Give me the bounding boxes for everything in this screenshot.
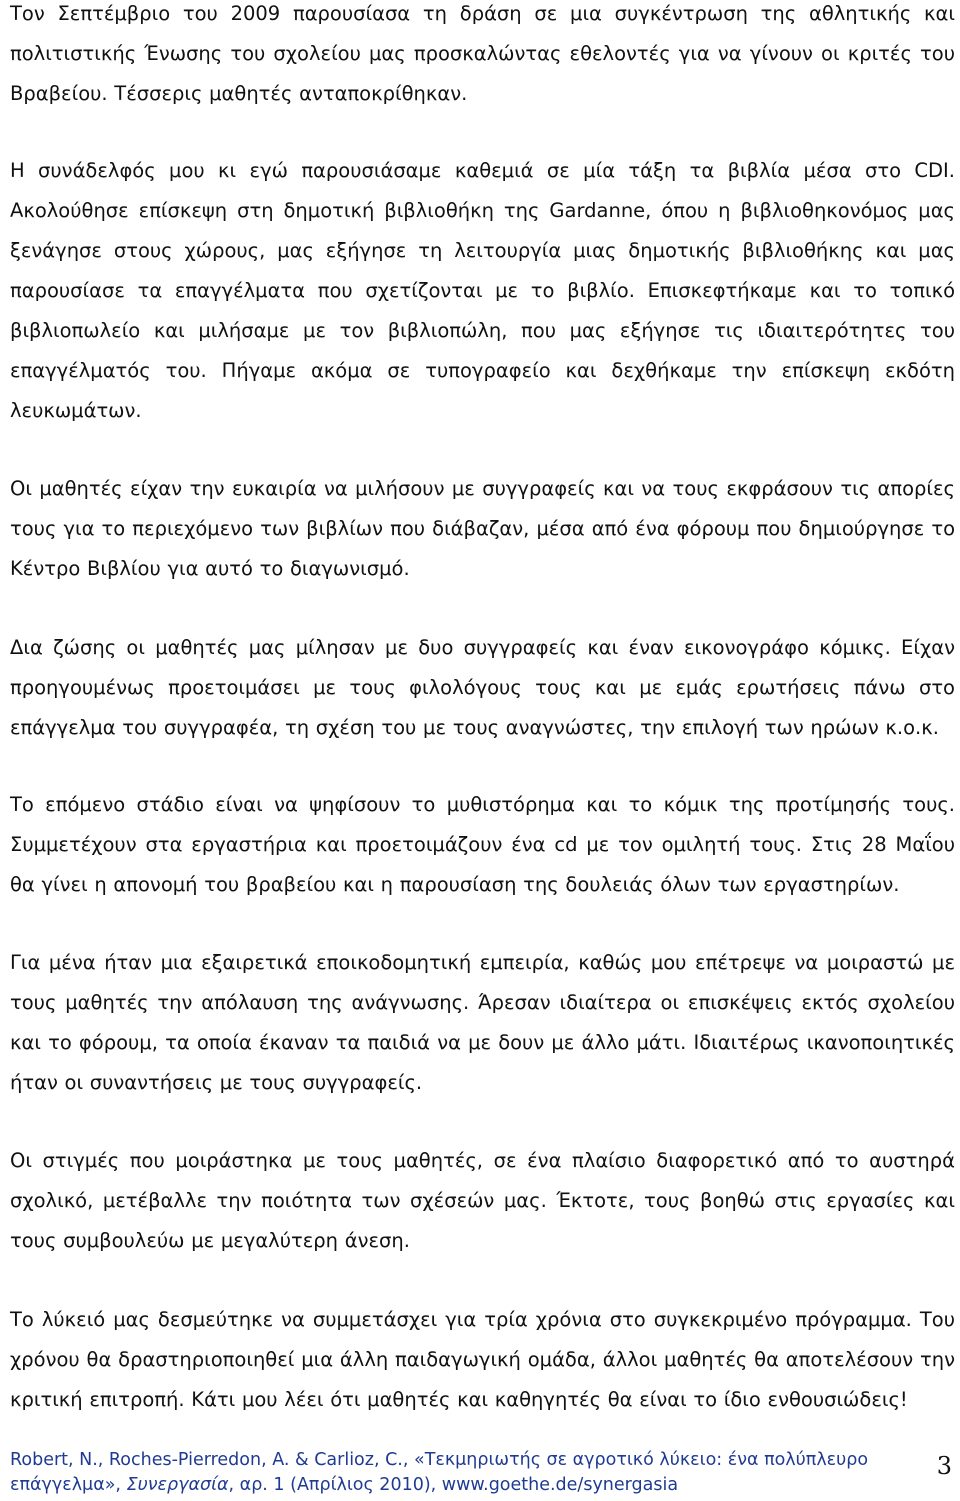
citation-footer [10, 1448, 940, 1498]
paragraph-7: Οι στιγμές που μοιράστηκα με τους μαθητές, σε ένα πλαίσιο διαφορετικό από το αυστηρά σχολικό, μετέβαλλε την ποιότητα των σχέσεών μας. Έκτοτε, τους βοηθώ στις εργασίες και τους συμβουλεύω με μεγαλύτερη άνεση. [10, 1149, 955, 1252]
paragraph-6: Για μένα ήταν μια εξαιρετικά εποικοδομητική εμπειρία, καθώς μου επέτρεψε να μοιραστώ με τους μαθητές την απόλαυση της ανάγνωσης. Άρεσαν ιδιαίτερα οι επισκέψεις εκτός σχολείου και το φόρουμ, τα οποία έκαναν τα παιδιά να με δουν με άλλο μάτι. Ιδιαιτέρως ικανοποιητικές ήταν οι συναντήσεις με τους συγγραφείς. [10, 951, 955, 1094]
citation-line-2-start: επάγγελμα», [10, 1475, 127, 1495]
paragraph-1: Τον Σεπτέμβριο του 2009 παρουσίασα τη δράση σε μια συγκέντρωση της αθλητικής και πολιτιστικής Ένωσης του σχολείου μας προσκαλώντας εθελοντές για να γίνουν οι κριτές του Βραβείου. Τέσσερις μαθητές ανταποκρίθηκαν. [10, 2, 955, 105]
journal-title: Συνεργασία [126, 1475, 229, 1495]
paragraph-4: Δια ζώσης οι μαθητές μας μίλησαν με δυο συγγραφείς και έναν εικονογράφο κόμικς. Είχαν προηγουμένως προετοιμάσει με τους φιλολόγους τους και με εμάς ερωτήσεις πάνω στο επάγγελμα του συγγραφέα, τη σχέση του με τους αναγνώστες, την επιλογή των ηρώων κ.ο.κ. [10, 636, 955, 739]
paragraph-2: Η συνάδελφός μου κι εγώ παρουσιάσαμε καθεμιά σε μία τάξη τα βιβλία μέσα στο CDI. Ακολούθησε επίσκεψη στη δημοτική βιβλιοθήκη της Gardanne, όπου η βιβλιοθηκονόμος μας ξενάγησε στους χώρους, μας εξήγησε τη λειτουργία μιας δημοτικής βιβλιοθήκης και μας παρουσίασε τα επαγγέλματα που σχετίζονται με το βιβλίο. Επισκεφτήκαμε και το τοπικό βιβλιοπωλείο και μιλήσαμε με τον βιβλιοπώλη, που μας εξήγησε τις ιδιαιτερότητες του επαγγέλματός του. Πήγαμε ακόμα σε τυπογραφείο και δεχθήκαμε την επίσκεψη εκδότη λευκωμάτων. [10, 159, 955, 422]
page-number: 3 [936, 1452, 952, 1480]
citation-line-1: Robert, N., Roches-Pierredon, A. & Carlioz, C., «Τεκμηριωτής σε αγροτικό λύκειο: ένα πολύπλευρο [10, 1450, 869, 1470]
paragraph-3: Οι μαθητές είχαν την ευκαιρία να μιλήσουν με συγγραφείς και να τους εκφράσουν τις απορίες τους για το περιεχόμενο των βιβλίων που διάβαζαν, μέσα από ένα φόρουμ που δημιούργησε το Κέντρο Βιβλίου για αυτό το διαγωνισμό. [10, 477, 955, 580]
citation-line-2 [10, 1473, 940, 1498]
paragraph-5: Το επόμενο στάδιο είναι να ψηφίσουν το μυθιστόρημα και το κόμικ της προτίμησής τους. Συμμετέχουν στα εργαστήρια και προετοιμάζουν ένα cd με τον ομιλητή τους. Στις 28 Μαΐου θα γίνει η απονομή του βραβείου και η παρουσίαση της δουλειάς όλων των εργαστηρίων. [10, 793, 955, 896]
citation-line-2-end: , αρ. 1 (Απρίλιος 2010), www.goethe.de/synergasia [228, 1475, 679, 1495]
paragraph-8: Το λύκειό μας δεσμεύτηκε να συμμετάσχει για τρία χρόνια στο συγκεκριμένο πρόγραμμα. Του χρόνου θα δραστηριοποιηθεί μια άλλη παιδαγωγική ομάδα, άλλοι μαθητές θα αποτελέσουν την κριτική επιτροπή. Κάτι μου λέει ότι μαθητές και καθηγητές θα είναι το ίδιο ενθουσιώδεις! [10, 1308, 955, 1411]
